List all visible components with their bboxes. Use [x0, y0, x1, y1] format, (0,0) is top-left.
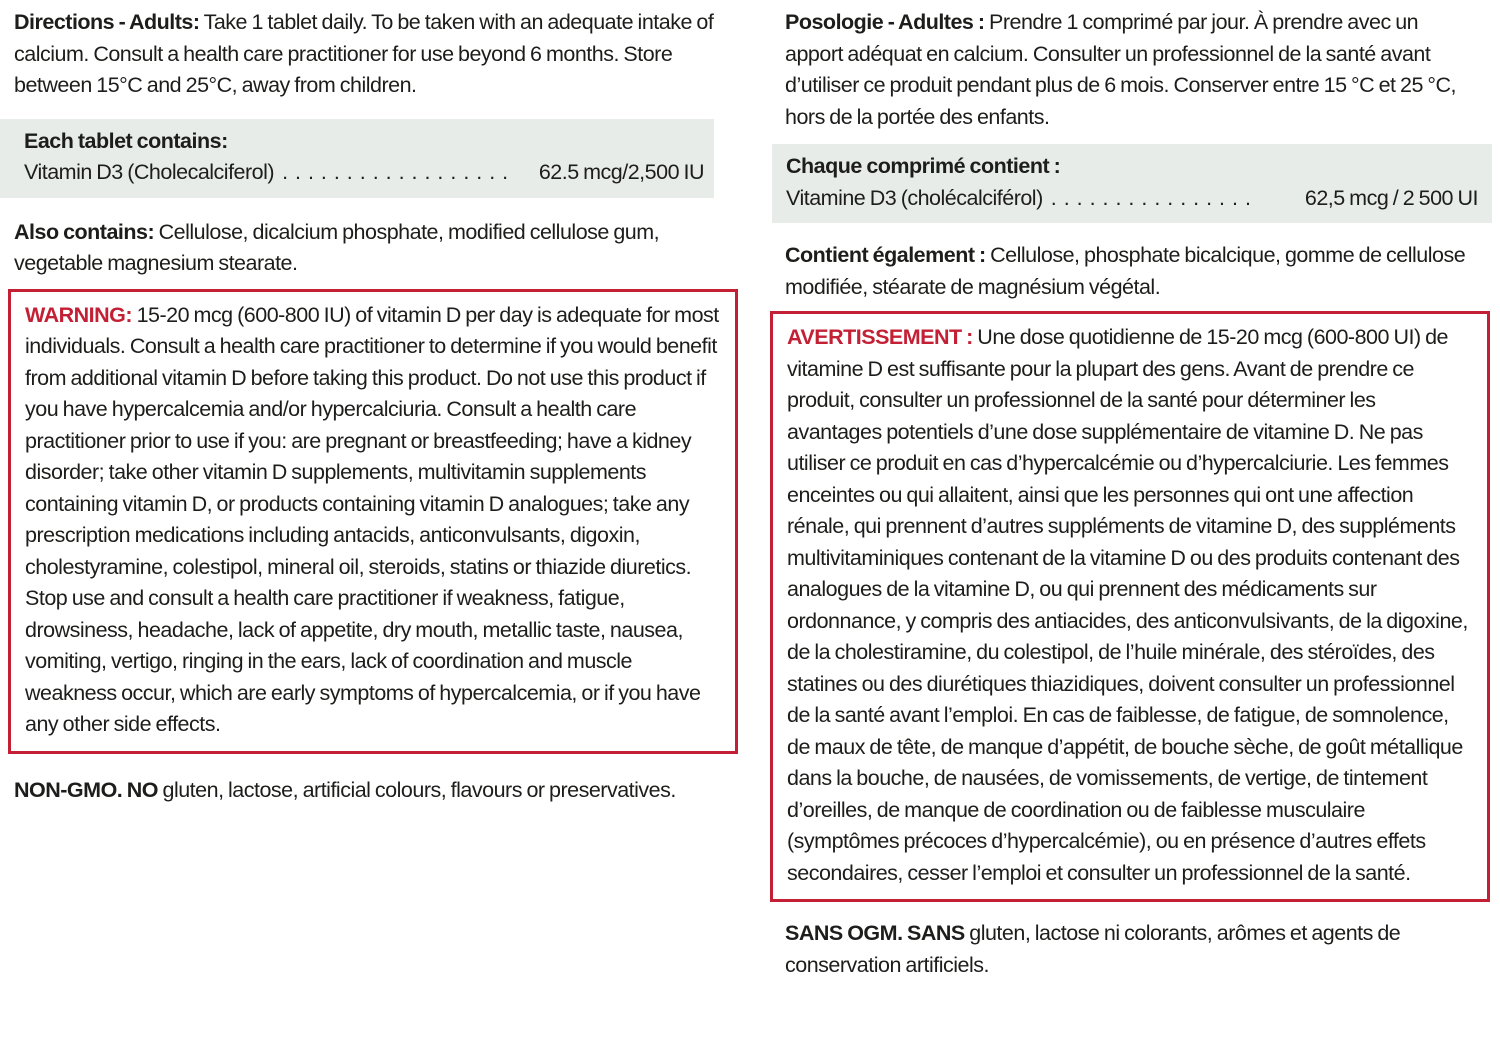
sans-ogm-label: SANS OGM. SANS — [785, 921, 965, 945]
non-gmo-text: gluten, lactose, artificial colours, flavours or preservatives. — [162, 777, 676, 802]
ingredient-amount: 62.5 mcg/2,500 IU — [538, 160, 704, 184]
posologie-paragraph — [785, 7, 1475, 133]
directions-label: Directions - Adults: — [14, 10, 200, 34]
chaque-comprime-contient-box — [772, 144, 1492, 223]
dots-leader: . . . . . . . . . . . . . . . . — [1050, 185, 1252, 210]
contient-egalement-paragraph — [785, 240, 1475, 303]
directions-paragraph — [14, 7, 714, 102]
sans-ogm-text: gluten, lactose ni colorants, arômes et agents de conservation artificiels. — [785, 921, 1401, 977]
chaque-comprime-contient-header: Chaque comprimé contient : — [786, 154, 1061, 178]
avertissement-box — [770, 311, 1490, 902]
warning-label: WARNING: — [25, 302, 133, 327]
warning-box — [8, 289, 738, 754]
also-contains-text: Cellulose, dicalcium phosphate, modified cellulose gum, vegetable magnesium stearate. — [14, 219, 660, 275]
dots-leader: . . . . . . . . . . . . . . . . . . — [282, 160, 510, 184]
also-contains-label: Also contains: — [14, 219, 155, 244]
english-column — [14, 0, 719, 806]
each-tablet-contains-header: Each tablet contains: — [24, 128, 228, 153]
also-contains-paragraph — [14, 217, 714, 280]
posologie-label: Posologie - Adultes : — [785, 10, 985, 34]
avertissement-text: Une dose quotidienne de 15-20 mcg (600-800 UI) de vitamine D est suffisante pour la plupart des gens. Avant de prendre ce produit, consulter un professionnel de la santé pour déterminer les avantages potentiels d’une dose supplémentaire de vitamine D. Ne pas utiliser ce produit en cas d’hypercalcémie ou d’hypercalciurie. Les femmes enceintes ou qui allaitent, ainsi que les personnes qui ont une affection rénale, qui prennent d’autres suppléments de vitamine D, des suppléments multivitaminiques contenant de la vitamine D ou des produits contenant des analogues de la vitamine D, ou qui prennent des médicaments sur ordonnance, y compris des antiacides, des anticonvulsivants, de la digoxine, de la cholestiramine, du colestipol, de l’huile minérale, des stéroïdes, des statines ou des diurétiques thiazidiques, doivent consulter un professionnel de la santé avant l’emploi. En cas de faiblesse, de fatigue, de somnolence, de maux de tête, de manque d’appétit, de bouche sèche, de goût métallique dans la bouche, de nausées, de vomissements, de vertige, de tintement d’oreilles, de manque de coordination ou de faiblesse musculaire (symptômes précoces d’hypercalcémie), ou en présence d’autres effets secondaires, cesser l’emploi et consulter un professionnel de la santé. — [787, 325, 1468, 885]
contient-egalement-label: Contient également : — [785, 243, 986, 267]
warning-text: 15-20 mcg (600-800 IU) of vitamin D per day is adequate for most individuals. Consult a health care practitioner to determine if you would benefit from additional vitamin D before taking this product. Do not use this product if you have hypercalcemia and/or hypercalciuria. Consult a health care practitioner prior to use if you: are pregnant or breastfeeding; have a kidney disorder; take other vitamin D supplements, multivitamin supplements containing vitamin D, or products containing vitamin D analogues; take any prescription medications including antacids, anticonvulsants, digoxin, cholestyramine, colestipol, mineral oil, steroids, statins or thiazide diuretics. Stop use and consult a health care practitioner if weakness, fatigue, drowsiness, headache, lack of appetite, dry mouth, metallic taste, nausea, vomiting, vertigo, ringing in the ears, lack of coordination and muscle weakness occur, which are early symptoms of hypercalcemia, or if you have any other side effects. — [25, 302, 719, 736]
avertissement-paragraph — [787, 322, 1473, 889]
ingredient-row — [24, 157, 704, 189]
avertissement-label: AVERTISSEMENT : — [787, 325, 973, 349]
french-column — [785, 0, 1478, 981]
posologie-text: Prendre 1 comprimé par jour. À prendre avec un apport adéquat en calcium. Consulter un professionnel de la santé avant d’utiliser ce produit pendant plus de 6 mois. Conserver entre 15 °C et 25 °C, hors de la portée des enfants. — [785, 10, 1456, 129]
ingredient-amount: 62,5 mcg / 2 500 UI — [1304, 185, 1478, 210]
each-tablet-contains-box — [0, 119, 714, 198]
non-gmo-label: NON-GMO. NO — [14, 777, 158, 802]
directions-text: Take 1 tablet daily. To be taken with an adequate intake of calcium. Consult a health care practitioner for use beyond 6 months. Store between 15°C and 25°C, away from children. — [14, 10, 714, 97]
ingredient-name: Vitamin D3 (Cholecalciferol) — [24, 160, 275, 184]
ingredient-name: Vitamine D3 (cholécalciférol) — [786, 185, 1043, 210]
sans-ogm-paragraph — [785, 918, 1475, 981]
contient-egalement-text: Cellulose, phosphate bicalcique, gomme de cellulose modifiée, stéarate de magnésium végétal. — [785, 243, 1466, 299]
non-gmo-paragraph — [14, 775, 714, 807]
ingredient-row — [786, 183, 1478, 215]
warning-paragraph — [25, 300, 721, 741]
